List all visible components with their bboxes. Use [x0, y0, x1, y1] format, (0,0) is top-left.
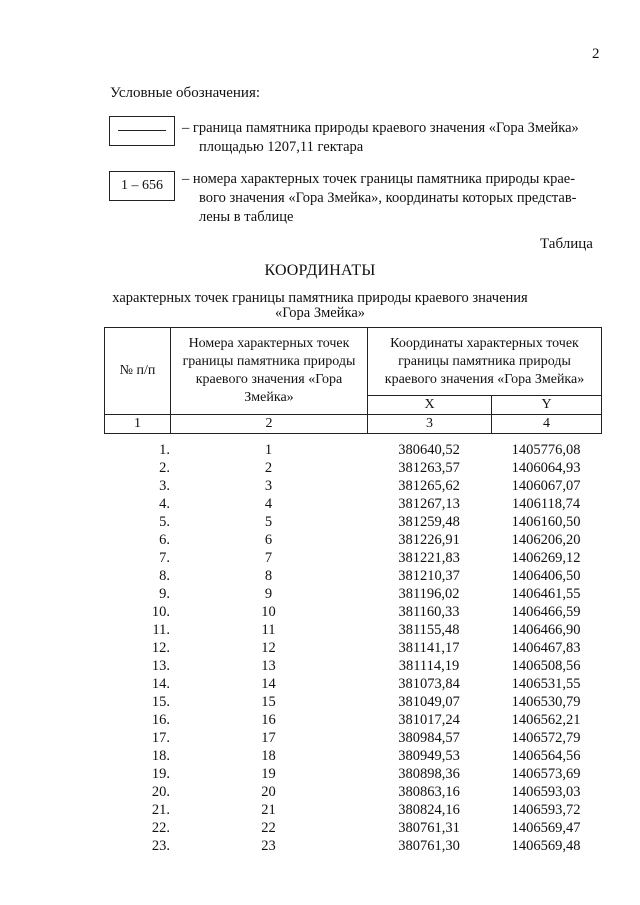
table-row	[104, 585, 601, 603]
row-number: 12.	[151, 640, 170, 656]
table-row	[104, 783, 601, 801]
coord-x: 381141,17	[398, 640, 460, 656]
header-row-number: № п/п	[105, 328, 171, 415]
coord-y: 1406508,56	[511, 658, 581, 674]
point-number: 14	[261, 676, 276, 692]
legend-item-points-line3: лены в таблице	[199, 209, 294, 225]
coordinates-table-header	[104, 327, 602, 434]
row-number: 15.	[151, 694, 170, 710]
legend-item-boundary-line2: площадью 1207,11 гектара	[199, 139, 364, 155]
header-y: Y	[492, 396, 602, 415]
table-row	[104, 837, 601, 855]
page-number: 2	[592, 46, 600, 62]
table-row	[104, 657, 601, 675]
point-number: 4	[264, 496, 273, 512]
table-subheading-line2: «Гора Змейка»	[274, 305, 366, 321]
table-row	[104, 711, 601, 729]
row-number: 5.	[159, 514, 170, 530]
point-number: 5	[264, 514, 273, 530]
header-colnum-1: 1	[105, 415, 171, 434]
table-row	[104, 441, 601, 459]
table-row	[104, 621, 601, 639]
table-row	[104, 477, 601, 495]
coord-x: 381210,37	[398, 568, 460, 584]
point-number: 6	[264, 532, 273, 548]
row-number: 13.	[151, 658, 170, 674]
point-number: 9	[264, 586, 273, 602]
point-number: 13	[261, 658, 276, 674]
point-number: 23	[261, 838, 276, 854]
table-row	[104, 603, 601, 621]
row-number: 21.	[151, 802, 170, 818]
row-number: 9.	[159, 586, 170, 602]
row-number: 11.	[152, 622, 170, 638]
row-number: 23.	[151, 838, 170, 854]
header-point-number: Номера характерных точек границы памятника природы краевого значения «Гора Змейка»	[171, 328, 368, 415]
coord-y: 1406569,47	[511, 820, 581, 836]
table-subheading-line1: характерных точек границы памятника природы краевого значения	[112, 290, 528, 306]
row-number: 14.	[151, 676, 170, 692]
legend-item-points-line1: – номера характерных точек границы памятника природы крае-	[182, 171, 576, 187]
coord-y: 1406118,74	[511, 496, 581, 512]
coord-x: 381073,84	[398, 676, 460, 692]
coord-y: 1406466,59	[511, 604, 581, 620]
point-number: 3	[264, 478, 273, 494]
legend-item-points	[182, 170, 602, 227]
table-row	[104, 549, 601, 567]
coord-x: 380949,53	[398, 748, 460, 764]
row-number: 22.	[151, 820, 170, 836]
point-number: 7	[264, 550, 273, 566]
coord-y: 1406467,83	[511, 640, 581, 656]
legend-item-boundary-line1: – граница памятника природы краевого значения «Гора Змейка»	[182, 120, 579, 136]
coord-y: 1406067,07	[511, 478, 581, 494]
coord-x: 380761,31	[398, 820, 460, 836]
table-caption: Таблица	[540, 236, 593, 252]
coord-y: 1406269,12	[511, 550, 581, 566]
row-number: 20.	[151, 784, 170, 800]
table-row	[104, 567, 601, 585]
coord-y: 1406461,55	[511, 586, 581, 602]
table-row	[104, 531, 601, 549]
table-heading: КООРДИНАТЫ	[264, 262, 376, 279]
header-x: X	[368, 396, 492, 415]
header-coordinates: Координаты характерных точек границы памятника природы краевого значения «Гора Змейка»	[368, 328, 602, 396]
table-row	[104, 765, 601, 783]
row-number: 19.	[151, 766, 170, 782]
coord-y: 1406160,50	[511, 514, 581, 530]
boundary-line-symbol	[109, 116, 175, 146]
row-number: 6.	[159, 532, 170, 548]
point-number: 12	[261, 640, 276, 656]
coord-y: 1406572,79	[511, 730, 581, 746]
legend-item-points-line2: вого значения «Гора Змейка», координаты которых представ-	[199, 190, 577, 206]
point-number: 2	[264, 460, 273, 476]
row-number: 1.	[159, 442, 170, 458]
point-number: 10	[261, 604, 276, 620]
table-row	[104, 513, 601, 531]
point-number: 21	[261, 802, 276, 818]
coord-y: 1406562,21	[511, 712, 581, 728]
coord-y: 1406569,48	[511, 838, 581, 854]
table-row	[104, 495, 601, 513]
coord-x: 381267,13	[398, 496, 460, 512]
coord-y: 1406064,93	[511, 460, 581, 476]
point-numbers-symbol: 1 – 656	[109, 171, 175, 201]
table-row	[104, 729, 601, 747]
row-number: 18.	[151, 748, 170, 764]
coord-x: 381196,02	[398, 586, 460, 602]
row-number: 17.	[151, 730, 170, 746]
coord-y: 1405776,08	[511, 442, 581, 458]
coord-x: 381049,07	[398, 694, 460, 710]
coord-x: 380824,16	[398, 802, 460, 818]
coord-x: 381226,91	[398, 532, 460, 548]
coord-x: 381160,33	[398, 604, 460, 620]
table-row	[104, 459, 601, 477]
table-row	[104, 747, 601, 765]
point-number: 15	[261, 694, 276, 710]
coord-x: 381114,19	[398, 658, 460, 674]
row-number: 10.	[151, 604, 170, 620]
point-number: 20	[261, 784, 276, 800]
coord-y: 1406593,03	[511, 784, 581, 800]
coord-y: 1406593,72	[511, 802, 581, 818]
point-number: 22	[261, 820, 276, 836]
coord-x: 380761,30	[398, 838, 460, 854]
coord-y: 1406573,69	[511, 766, 581, 782]
row-number: 4.	[159, 496, 170, 512]
row-number: 3.	[159, 478, 170, 494]
coord-x: 381263,57	[398, 460, 460, 476]
header-colnum-4: 4	[492, 415, 602, 434]
coord-x: 381265,62	[398, 478, 460, 494]
point-number: 16	[261, 712, 276, 728]
table-row	[104, 693, 601, 711]
coord-x: 380984,57	[398, 730, 460, 746]
row-number: 8.	[159, 568, 170, 584]
coord-y: 1406564,56	[511, 748, 581, 764]
table-row	[104, 639, 601, 657]
coord-y: 1406206,20	[511, 532, 581, 548]
legend-title: Условные обозначения:	[110, 85, 261, 101]
legend-item-boundary	[182, 119, 602, 157]
coord-x: 381155,48	[398, 622, 460, 638]
point-number: 18	[261, 748, 276, 764]
coord-y: 1406406,50	[511, 568, 581, 584]
table-subheading	[100, 291, 540, 321]
coord-x: 381017,24	[398, 712, 460, 728]
table-row	[104, 819, 601, 837]
coord-x: 381259,48	[398, 514, 460, 530]
coord-x: 380863,16	[398, 784, 460, 800]
header-colnum-3: 3	[368, 415, 492, 434]
row-number: 2.	[159, 460, 170, 476]
point-number: 19	[261, 766, 276, 782]
table-row	[104, 675, 601, 693]
table-row	[104, 801, 601, 819]
point-number: 1	[264, 442, 273, 458]
coord-x: 380640,52	[398, 442, 460, 458]
coord-y: 1406530,79	[511, 694, 581, 710]
header-colnum-2: 2	[171, 415, 368, 434]
row-number: 7.	[159, 550, 170, 566]
point-number: 17	[261, 730, 276, 746]
coord-y: 1406531,55	[511, 676, 581, 692]
coord-x: 381221,83	[398, 550, 460, 566]
point-number: 8	[264, 568, 273, 584]
coord-y: 1406466,90	[511, 622, 581, 638]
row-number: 16.	[151, 712, 170, 728]
coord-x: 380898,36	[398, 766, 460, 782]
point-number: 11	[261, 622, 276, 638]
